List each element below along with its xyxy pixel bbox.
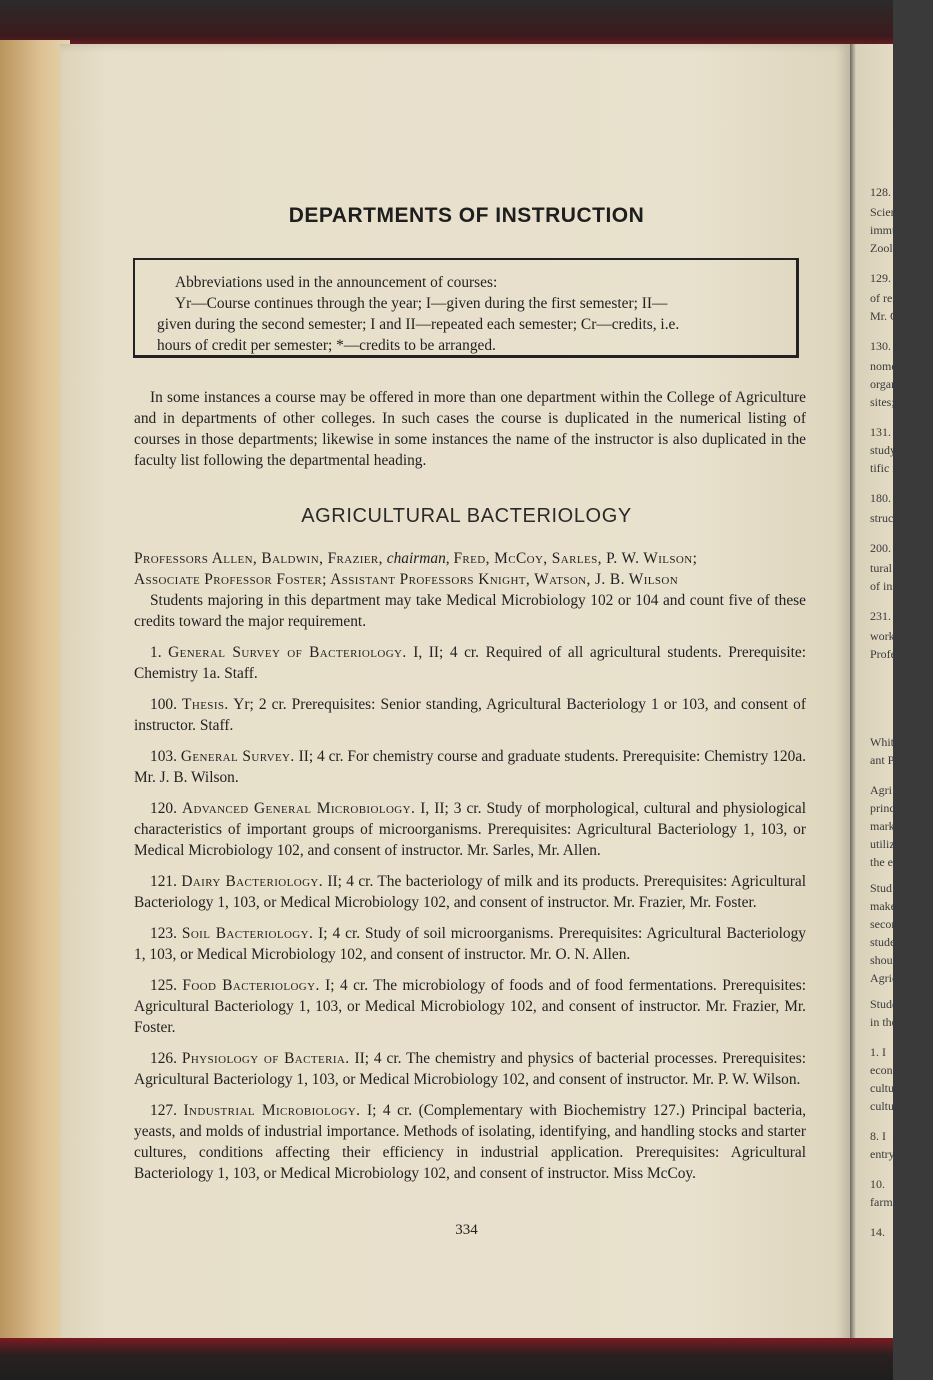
faculty-chairman: chairman, (386, 550, 450, 567)
abbreviations-line-1: Yr—Course continues through the year; I—given during the first semester; II— (175, 295, 668, 312)
course-entry-1 (134, 642, 806, 684)
abbreviations-line-3: hours of credit per semester; *—credits to be arranged. (157, 337, 496, 354)
abbreviations-intro: Abbreviations used in the announcement of courses: (175, 274, 498, 291)
course-title: Dairy Bacteriology. (181, 873, 324, 890)
course-title: General Survey. (180, 748, 295, 765)
faculty-line-1 (134, 548, 806, 569)
faculty-line-2: Associate Professor Foster; Assistant Professors Knight, Watson, J. B. Wilson (134, 571, 679, 588)
course-number: 121. (150, 873, 177, 890)
abbreviations-box (133, 258, 799, 358)
course-details: II; 4 cr. The chemistry and physics of bacterial processes. Prerequisites: Agricultural Bacteriology 1, 103, or Medical Microbiology 102, and consent of instructor. Mr. P. W. Wilson. (134, 1050, 806, 1088)
abbreviations-line-2: given during the second semester; I and II—repeated each semester; Cr—credits, i.e. (157, 316, 680, 333)
faculty-professors-b: Fred, McCoy, Sarles, P. W. Wilson; (453, 550, 698, 567)
course-title: General Survey of Bacteriology. (168, 644, 407, 661)
section-heading: AGRICULTURAL BACTERIOLOGY (301, 505, 632, 527)
course-number: 120. (150, 800, 177, 817)
course-entry-103 (134, 746, 806, 788)
course-title: Food Bacteriology. (182, 977, 320, 994)
page-number: 334 (455, 1222, 478, 1238)
majors-note: Students majoring in this department may take Medical Microbiology 102 or 104 and count five of these credits toward the major requirement. (134, 592, 806, 630)
course-number: 1. (150, 644, 162, 661)
course-details: I, II; 3 cr. Study of morphological, cultural and physiological characteristics of important groups of microorganisms. Prerequisites: Agricultural Bacteriology 1, 103, or Medical Microbiology 102, and consent of instructor. Mr. Sarles, Mr. Allen. (134, 800, 806, 859)
course-details: II; 4 cr. For chemistry course and graduate students. Prerequisite: Chemistry 120a. Mr. J. B. Wilson. (134, 748, 806, 786)
course-title: Soil Bacteriology. (181, 925, 314, 942)
course-title: Physiology of Bacteria. (181, 1050, 350, 1067)
faculty-professors-a: Professors Allen, Baldwin, Frazier, (134, 550, 383, 567)
adjacent-page-strip: 128. I Scienc immunit Zoology 129. I of resea Mr. O. 130. nomenc organis sites; A 131. study. I tific rep 180. structor. 200. tural b of insti 231. work i Profess Whitso ant Pr Agri princip market utilizat the eco Stud make i second student should Agricu Stude in the 1. I econom culture cultura 8. I entry. I 10. farm I 14. (850, 44, 893, 1346)
course-entry-126 (134, 1048, 806, 1090)
course-number: 127. (150, 1102, 177, 1119)
course-entry-125 (134, 975, 806, 1038)
course-details: I; 4 cr. (Complementary with Biochemistry 127.) Principal bacteria, yeasts, and molds of industrial importance. Methods of isolating, identifying, and handling stocks and starter cultures, conditions affecting their efficiency in industrial application. Prerequisites: Agricultural Bacteriology 1, 103, or Medical Microbiology 102, and consent of instructor. Miss McCoy. (134, 1102, 807, 1182)
course-details: I; 4 cr. The microbiology of foods and of food fermentations. Prerequisites: Agricultural Bacteriology 1, 103, or Medical Microbiology 102, and consent of instructor. Mr. Frazier, Mr. Foster. (134, 977, 806, 1036)
book-cover-bottom (0, 1338, 893, 1380)
course-details: Yr; 2 cr. Prerequisites: Senior standing, Agricultural Bacteriology 1 or 103, and consent of instructor. Staff. (134, 696, 806, 734)
course-details: II; 4 cr. The bacteriology of milk and its products. Prerequisites: Agricultural Bacteriology 1, 103, or Medical Microbiology 102, and consent of instructor. Mr. Frazier, Mr. Foster. (134, 873, 806, 911)
course-entry-100 (134, 694, 806, 736)
course-number: 100. (150, 696, 177, 713)
course-title: Industrial Microbiology. (183, 1102, 361, 1119)
course-entry-123 (134, 923, 806, 965)
intro-paragraph-block (134, 387, 806, 471)
course-title: Thesis. (182, 696, 229, 713)
course-entry-120 (134, 798, 806, 861)
course-number: 126. (150, 1050, 177, 1067)
course-number: 103. (150, 748, 177, 765)
intro-paragraph: In some instances a course may be offered in more than one department within the College of Agriculture and in departments of other colleges. In such cases the course is duplicated in the numerical listing of courses in those departments; likewise in some instances the name of the instructor is also duplicated in the faculty list following the departmental heading. (134, 389, 806, 469)
course-entry-121 (134, 871, 806, 913)
course-number: 123. (150, 925, 177, 942)
course-title: Advanced General Microbiology. (181, 800, 416, 817)
department-content (134, 548, 806, 1184)
course-details: I; 4 cr. Study of soil microorganisms. Prerequisites: Agricultural Bacteriology 1, 103, or Medical Microbiology 102, and consent of instructor. Mr. O. N. Allen. (134, 925, 806, 963)
course-number: 125. (150, 977, 177, 994)
course-details: I, II; 4 cr. Required of all agricultural students. Prerequisite: Chemistry 1a. Staff. (134, 644, 806, 682)
course-entry-127 (134, 1100, 806, 1184)
page-title: DEPARTMENTS OF INSTRUCTION (288, 204, 645, 227)
